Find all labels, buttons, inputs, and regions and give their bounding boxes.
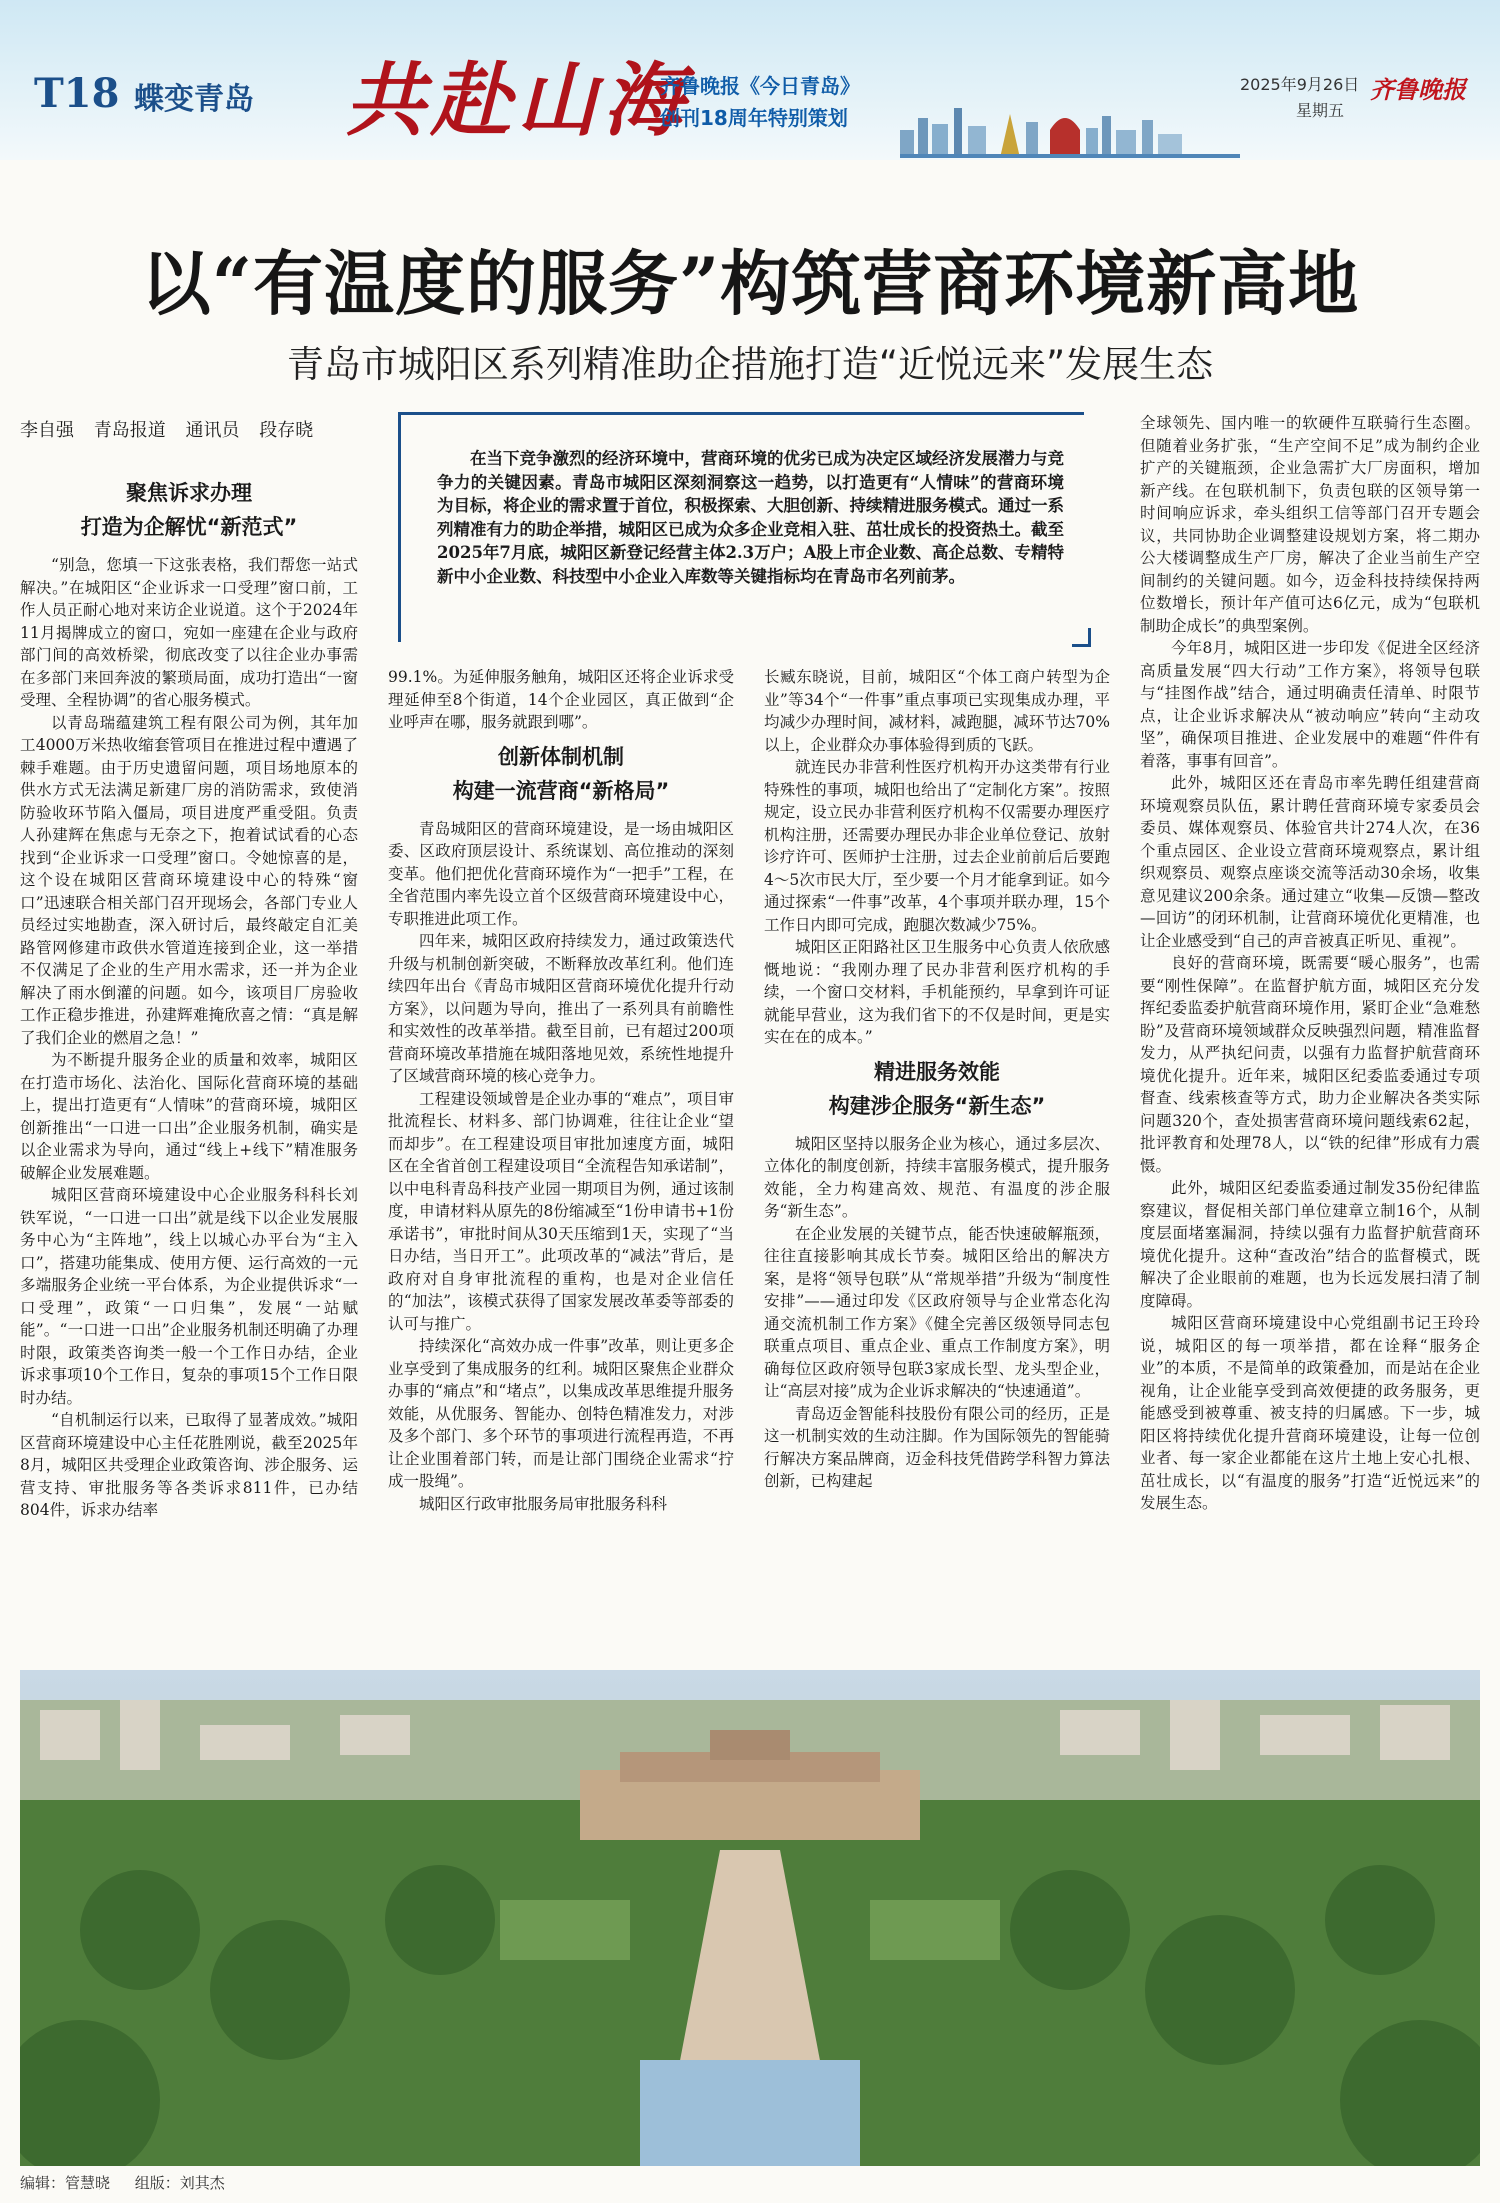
page-number: T18 xyxy=(34,70,120,117)
paragraph: 城阳区正阳路社区卫生服务中心负责人依欣感慨地说：“我刚办理了民办非营利医疗机构的手续，一个窗口交材料，手机能预约，早拿到许可证就能早营业，这为我们省下的不仅是时间，更是实实在在的成本。” xyxy=(764,938,1110,1046)
byline-reporter: 李自强 xyxy=(20,420,74,441)
section-name: 蝶变青岛 xyxy=(134,82,254,117)
paragraph: 四年来，城阳区政府持续发力，通过政策迭代升级与机制创新突破，不断释放改革红利。他们连续四年出台《青岛市城阳区营商环境优化提升行动方案》，以问题为导向，推出了一系列具有前瞻性和实效性的改革举措。截至目前，已有超过200项营商环境改革措施在城阳落地见效，系统性地提升了区域营商环境的核心竞争力。 xyxy=(388,932,734,1085)
section-heading-line1: 聚焦诉求办理 xyxy=(126,481,252,505)
lead-summary-box xyxy=(398,412,1084,642)
paragraph: 为不断提升服务企业的质量和效率，城阳区在打造市场化、法治化、国际化营商环境的基础上，提出打造更有“人情味”的营商环境，城阳区创新推出“一口进一口出”企业服务机制，确实是以企业需求为导向，通过“线上+线下”精准服务破解企业发展难题。 xyxy=(20,1051,358,1182)
paragraph: “别急，您填一下这张表格，我们帮您一站式解决。”在城阳区“企业诉求一口受理”窗口前，工作人员正耐心地对来访企业说道。这个于2024年11月揭牌成立的窗口，宛如一座建在企业与政府部门间的高效桥梁，彻底改变了以往企业办事需在多部门来回奔波的繁琐局面，成功打造出“一窗受理、全程协调”的省心服务模式。 xyxy=(20,556,358,709)
paragraph: 城阳区营商环境建设中心党组副书记王玲玲说，城阳区的每一项举措，都在诠释“服务企业”的本质，不是简单的政策叠加，而是站在企业视角，让企业能享受到高效便捷的政务服务，更能感受到被尊重、被支持的归属感。下一步，城阳区将持续优化提升营商环境建设，让每一位创业者、每一家企业都能在这片土地上安心扎根、茁壮成长，以“有温度的服务”打造“近悦远来”的发展生态。 xyxy=(1140,1314,1480,1512)
aerial-photo-illustration xyxy=(20,1670,1480,2166)
paragraph: 城阳区行政审批服务局审批服务科科 xyxy=(419,1494,668,1513)
article-subheadline: 青岛市城阳区系列精准助企措施打造“近悦远来”发展生态 xyxy=(286,343,1214,386)
byline xyxy=(20,416,327,442)
lead-box-corner xyxy=(1072,628,1091,647)
byline-correspondent: 段存晓 xyxy=(259,420,314,441)
column-1 xyxy=(20,470,358,1522)
paragraph: 就连民办非营利性医疗机构开办这类带有行业特殊性的事项，城阳也给出了“定制化方案”。按照规定，设立民办非营利医疗机构不仅需要办理医疗机构注册，还需要办理民办非企业单位登记、放射诊疗许可、医师护士注册，过去企业前前后后要跑4～5次市民大厅，至少要一个月才能拿到证。如今通过探索“一件事”改革，4个事项并联办理，15个工作日内即可完成，跑腿次数减少75%。 xyxy=(764,758,1110,934)
paragraph: 以青岛瑞蕴建筑工程有限公司为例，其年加工4000万米热收缩套管项目在推进过程中遭遇了棘手难题。由于历史遗留问题，项目场地原本的供水方式无法满足新建厂房的消防需求，致使消防验收环节陷入僵局，项目进度严重受阻。负责人孙建辉在焦虑与无奈之下，抱着试试看的心态找到“企业诉求一口受理”窗口。令她惊喜的是，这个设在城阳区营商环境建设中心的特殊“窗口”迅速联合相关部门召开现场会，各部门专业人员经过实地勘查，深入研讨后，最终敲定自汇美路管网修建市政供水管道连接到企业，这一举措不仅满足了企业的生产用水需求，还一并为企业解决了雨水倒灌的问题。如今，该项目厂房验收工作正稳步推进，孙建辉难掩欣喜之情：“真是解了我们企业的燃眉之急！” xyxy=(20,713,358,1047)
byline-role: 通讯员 xyxy=(185,420,240,441)
editor-credit: 编辑：管慧晓 xyxy=(20,2174,111,2192)
lead-paragraph: 在当下竞争激烈的经济环境中，营商环境的优劣已成为决定区域经济发展潜力与竞争力的关键因素。青岛市城阳区深刻洞察这一趋势，以打造更有“人情味”的营商环境为目标，将企业的需求置于首位，积极探索、大胆创新、持续精进服务模式。通过一系列精准有力的助企举措，城阳区已成为众多企业竞相入驻、茁壮成长的投资热土。截至2025年7月底，城阳区新登记经营主体2.3万户；A股上市企业数、高企总数、专精特新中小企业数、科技型中小企业入库数等关键指标均在青岛市名列前茅。 xyxy=(437,449,1064,586)
section-heading xyxy=(20,476,358,544)
byline-location: 青岛报道 xyxy=(93,420,166,441)
paragraph: 城阳区坚持以服务企业为核心，通过多层次、立体化的制度创新，持续丰富服务模式，提升服务效能，全力构建高效、规范、有温度的涉企服务“新生态”。 xyxy=(764,1134,1110,1220)
paragraph: 全球领先、国内唯一的软硬件互联骑行生态圈。但随着业务扩张，“生产空间不足”成为制约企业扩产的关键瓶颈，企业急需扩大厂房面积，增加新产线。在包联机制下，负责包联的区领导第一时间响应诉求，牵头组织工信等部门召开专题会议，共同协助企业调整建设规划方案，将二期办公大楼调整成生产厂房，解决了企业当前生产空间制约的关键问题。如今，迈金科技持续保持两位数增长，预计年产值可达6亿元，成为“包联机制助企成长”的典型案例。 xyxy=(1140,414,1480,635)
article-headline: 以“有温度的服务”构筑营商环境新高地 xyxy=(140,242,1360,325)
page-footer xyxy=(20,2172,245,2193)
city-skyline-illustration xyxy=(900,100,1240,158)
issue-date: 2025年9月26日 xyxy=(1240,75,1360,94)
issue-weekday: 星期五 xyxy=(1296,101,1345,120)
paragraph: 此外，城阳区纪委监委通过制发35份纪律监察建议，督促相关部门单位建章立制16个，从制度层面堵塞漏洞，持续以强有力监督护航营商环境优化提升。这种“查改治”结合的监督模式，既解决了企业眼前的难题，也为长远发展扫清了制度障碍。 xyxy=(1140,1179,1480,1310)
column-2 xyxy=(388,666,734,1515)
paragraph: “自机制运行以来，已取得了显著成效。”城阳区营商环境建设中心主任花胜刚说，截至2025年8月，城阳区共受理企业政策咨询、涉企服务、运营支持、审批服务等各类诉求811件，已办结804件，诉求办结率 xyxy=(20,1411,358,1519)
special-label-line2: 创刊18周年特别策划 xyxy=(660,106,848,130)
section-heading-line1: 创新体制机制 xyxy=(498,744,624,769)
column-4 xyxy=(1140,412,1480,1515)
column-3 xyxy=(764,666,1110,1493)
aerial-city-photo xyxy=(20,1670,1480,2166)
section-heading xyxy=(764,1055,1110,1123)
paragraph: 工程建设领域曾是企业办事的“难点”，项目审批流程长、材料多、部门协调难，往往让企业“望而却步”。在工程建设项目审批加速度方面，城阳区在全省首创工程建设项目“全流程告知承诺制”，以中电科青岛科技产业园一期项目为例，通过该制度，申请材料从原先的8份缩减至“1份申请书+1份承诺书”，审批时间从30天压缩到1天，实现了“当日办结，当日开工”。此项改革的“减法”背后，是政府对自身审批流程的重构，也是对企业信任的“加法”，该模式获得了国家发展改革委等部委的认可与推广。 xyxy=(388,1089,734,1333)
section-heading-line2: 构建一流营商“新格局” xyxy=(452,778,670,803)
paragraph: 99.1%。为延伸服务触角，城阳区还将企业诉求受理延伸至8个街道，14个企业园区，真正做到“企业呼声在哪，服务就跟到哪”。 xyxy=(388,668,734,731)
masthead-band xyxy=(0,0,1500,160)
paragraph: 青岛城阳区的营商环境建设，是一场由城阳区委、区政府顶层设计、系统谋划、高位推动的深刻变革。他们把优化营商环境作为“一把手”工程，在全省范围内率先设立首个区级营商环境建设中心，专职推进此项工作。 xyxy=(388,819,734,928)
special-brand-title: 共赴山海 xyxy=(345,53,689,147)
section-heading-line2: 构建涉企服务“新生态” xyxy=(828,1093,1046,1118)
paragraph: 长臧东晓说，目前，城阳区“个体工商户转型为企业”等34个“一件事”重点事项已实现集成办理，平均减少办理时间，减材料，减跑腿，减环节达70%以上，企业群众办事体验得到质的飞跃。 xyxy=(764,668,1110,754)
layout-credit: 组版：刘其杰 xyxy=(134,2174,225,2192)
paragraph: 良好的营商环境，既需要“暖心服务”，也需要“刚性保障”。在监督护航方面，城阳区充分发挥纪委监委护航营商环境作用，紧盯企业“急难愁盼”及营商环境领域群众反映强烈问题，精准监督发力，从严执纪问责，以强有力监督护航营商环境优化提升。近年来，城阳区纪委监委通过专项督查、线索核查等方式，助力企业解决各类实际问题320个，查处损害营商环境问题线索62起，批评教育和处理78人，以“铁的纪律”形成有力震慑。 xyxy=(1140,954,1480,1175)
special-label-line1: 齐鲁晚报《今日青岛》 xyxy=(660,74,860,98)
section-heading-line1: 精进服务效能 xyxy=(874,1059,1000,1084)
section-heading xyxy=(388,740,734,808)
paragraph: 青岛迈金智能科技股份有限公司的经历，正是这一机制实效的生动注脚。作为国际领先的智能骑行解决方案品牌商，迈金科技凭借跨学科智力算法创新，已构建起 xyxy=(764,1404,1110,1490)
paragraph: 今年8月，城阳区进一步印发《促进全区经济高质量发展“四大行动”工作方案》，将领导包联与“挂图作战”结合，通过明确责任清单、时限节点，让企业诉求解决从“被动响应”转向“主动攻坚”，确保项目推进、企业发展中的难题“件件有着落，事事有回音”。 xyxy=(1140,639,1480,770)
newspaper-logo: 齐鲁晚报 xyxy=(1370,75,1466,104)
paragraph: 城阳区营商环境建设中心企业服务科科长刘铁军说，“一口进一口出”就是线下以企业发展服务中心为“主阵地”，线上以城心办平台为“主入口”，搭建功能集成、使用方便、运行高效的一元多端服务企业统一平台体系，为企业提供诉求“一口受理”，政策“一口归集”，发展“一站赋能”。“一口进一口出”企业服务机制还明确了办理时限，政策类咨询类一般一个工作日办结，企业诉求事项10个工作日，复杂的事项15个工作日限时办结。 xyxy=(20,1186,358,1407)
section-heading-line2: 打造为企解忧“新范式” xyxy=(80,515,298,539)
paragraph: 持续深化“高效办成一件事”改革，则让更多企业享受到了集成服务的红利。城阳区聚焦企业群众办事的“痛点”和“堵点”，以集成改革思维提升服务效能，从优服务、智能办、创特色精准发力，对涉及多个部门、多个环节的事项进行流程再造，不再让企业围着部门转，而是让部门围绕企业需求“拧成一股绳”。 xyxy=(388,1337,734,1490)
paragraph: 在企业发展的关键节点，能否快速破解瓶颈，往往直接影响其成长节奏。城阳区给出的解决方案，是将“领导包联”从“常规举措”升级为“制度性安排”——通过印发《区政府领导与企业常态化沟通交流机制工作方案》《健全完善区级领导同志包联重点项目、重点企业、重点工作制度方案》，明确每位区政府领导包联3家成长型、龙头型企业，让“高层对接”成为企业诉求解决的“快速通道”。 xyxy=(764,1224,1110,1400)
paragraph: 此外，城阳区还在青岛市率先聘任组建营商环境观察员队伍，累计聘任营商环境专家委员会委员、媒体观察员、体验官共计274人次，在36个重点园区、企业设立营商环境观察点，累计组织观察员、观察点座谈交流等活动30余场，收集意见建议200余条。通过建立“收集—反馈—整改—回访”的闭环机制，让营商环境优化更精准，也让企业感受到“自己的声音被真正听见、重视”。 xyxy=(1140,774,1480,950)
